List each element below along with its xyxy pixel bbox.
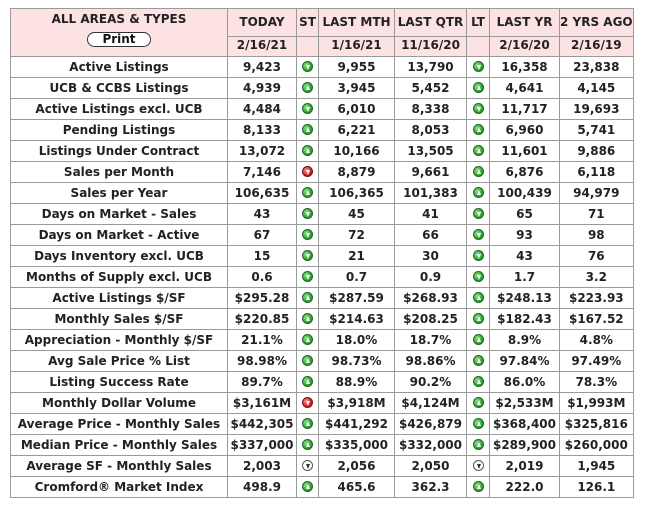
today-value: 9,423 [228,57,297,78]
trend-up-arrow-icon [473,82,484,93]
last-mth-value: 0.7 [319,267,395,288]
trend-down-arrow-icon [473,229,484,240]
row-label: Active Listings $/SF [11,288,228,309]
lt-trend-cell [467,414,490,435]
trend-up-arrow-icon [473,355,484,366]
last-qtr-value: $268.93 [395,288,467,309]
lt-trend-cell [467,57,490,78]
st-trend-cell [297,309,319,330]
last-qtr-value: 13,790 [395,57,467,78]
trend-down-arrow-icon [473,103,484,114]
last-qtr-value: 101,383 [395,183,467,204]
st-trend-cell [297,288,319,309]
last-qtr-value: 9,661 [395,162,467,183]
row-label: Avg Sale Price % List [11,351,228,372]
two-yrs-ago-value: 3.2 [560,267,634,288]
two-yrs-ago-value: 4.8% [560,330,634,351]
trend-up-arrow-icon [302,418,313,429]
two-yrs-ago-value: 97.49% [560,351,634,372]
trend-up-arrow-icon [302,124,313,135]
table-row [11,435,634,456]
trend-down-arrow-icon [473,208,484,219]
last-yr-value: $248.13 [490,288,560,309]
trend-up-arrow-icon [302,355,313,366]
st-trend-cell [297,267,319,288]
last-mth-value: 21 [319,246,395,267]
last-yr-value: $289,900 [490,435,560,456]
last-yr-value: 97.84% [490,351,560,372]
print-button[interactable]: Print [87,32,150,47]
st-trend-cell [297,162,319,183]
last-qtr-value: 30 [395,246,467,267]
table-row [11,162,634,183]
trend-up-arrow-icon [473,439,484,450]
last-mth-value: 8,879 [319,162,395,183]
two-yrs-ago-value: 71 [560,204,634,225]
table-row [11,78,634,99]
two-yrs-ago-value: 94,979 [560,183,634,204]
trend-up-arrow-icon [473,292,484,303]
last-yr-value: 4,641 [490,78,560,99]
last-qtr-value: $208.25 [395,309,467,330]
last-qtr-value: $426,879 [395,414,467,435]
lt-trend-cell [467,267,490,288]
lt-trend-cell [467,99,490,120]
date-last-yr: 2/16/20 [490,37,560,57]
today-value: 4,939 [228,78,297,99]
lt-trend-cell [467,162,490,183]
last-mth-value: $441,292 [319,414,395,435]
market-stats-table [10,8,634,498]
last-mth-value: 98.73% [319,351,395,372]
row-label: Average SF - Monthly Sales [11,456,228,477]
trend-down-arrow-icon [302,208,313,219]
last-qtr-value: $4,124M [395,393,467,414]
trend-down-arrow-icon [302,61,313,72]
lt-trend-cell [467,330,490,351]
today-value: 89.7% [228,372,297,393]
trend-down-arrow-icon [473,61,484,72]
trend-down-arrow-icon [302,460,313,471]
st-trend-cell [297,393,319,414]
last-qtr-value: 13,505 [395,141,467,162]
lt-trend-cell [467,183,490,204]
last-qtr-value: 8,053 [395,120,467,141]
row-label: Active Listings [11,57,228,78]
trend-up-arrow-icon [473,187,484,198]
last-yr-value: 6,960 [490,120,560,141]
last-mth-value: 106,365 [319,183,395,204]
last-mth-value: 9,955 [319,57,395,78]
row-label: Monthly Sales $/SF [11,309,228,330]
today-value: $295.28 [228,288,297,309]
last-yr-value: 16,358 [490,57,560,78]
last-yr-value: 1.7 [490,267,560,288]
last-mth-value: $3,918M [319,393,395,414]
lt-trend-cell [467,351,490,372]
col-header-last-yr: LAST YR [490,9,560,37]
col-header-2yrs-ago: 2 YRS AGO [560,9,634,37]
st-trend-cell [297,330,319,351]
last-mth-value: $214.63 [319,309,395,330]
last-qtr-value: 0.9 [395,267,467,288]
last-yr-value: 11,601 [490,141,560,162]
two-yrs-ago-value: 23,838 [560,57,634,78]
trend-down-arrow-icon [302,271,313,282]
st-trend-cell [297,204,319,225]
st-trend-cell [297,351,319,372]
st-trend-cell [297,99,319,120]
lt-trend-cell [467,393,490,414]
two-yrs-ago-value: 19,693 [560,99,634,120]
trend-up-arrow-icon [473,313,484,324]
st-trend-cell [297,435,319,456]
date-today: 2/16/21 [228,37,297,57]
st-trend-cell [297,183,319,204]
last-qtr-value: 90.2% [395,372,467,393]
table-row [11,267,634,288]
last-yr-value: 8.9% [490,330,560,351]
lt-trend-cell [467,78,490,99]
today-value: 98.98% [228,351,297,372]
col-header-lt: LT [467,9,490,37]
last-mth-value: 465.6 [319,477,395,498]
last-qtr-value: 66 [395,225,467,246]
last-qtr-value: 98.86% [395,351,467,372]
last-qtr-value: $332,000 [395,435,467,456]
today-value: 2,003 [228,456,297,477]
table-row [11,351,634,372]
table-row [11,99,634,120]
row-label: Days Inventory excl. UCB [11,246,228,267]
market-table-container [10,8,634,498]
trend-up-arrow-icon [302,376,313,387]
today-value: $220.85 [228,309,297,330]
last-mth-value: 45 [319,204,395,225]
two-yrs-ago-value: $1,993M [560,393,634,414]
st-trend-cell [297,78,319,99]
row-label: Cromford® Market Index [11,477,228,498]
row-label: Active Listings excl. UCB [11,99,228,120]
two-yrs-ago-value: 4,145 [560,78,634,99]
row-label: Average Price - Monthly Sales [11,414,228,435]
two-yrs-ago-value: 126.1 [560,477,634,498]
table-row [11,225,634,246]
last-qtr-value: 2,050 [395,456,467,477]
col-header-today: TODAY [228,9,297,37]
two-yrs-ago-value: 5,741 [560,120,634,141]
today-value: 67 [228,225,297,246]
st-trend-cell [297,456,319,477]
trend-up-arrow-icon [473,481,484,492]
today-value: 43 [228,204,297,225]
table-row [11,141,634,162]
trend-up-arrow-icon [302,439,313,450]
lt-trend-cell [467,225,490,246]
st-trend-cell [297,372,319,393]
today-value: 13,072 [228,141,297,162]
two-yrs-ago-value: 6,118 [560,162,634,183]
trend-up-arrow-icon [473,334,484,345]
st-trend-cell [297,225,319,246]
last-qtr-value: 41 [395,204,467,225]
lt-trend-cell [467,456,490,477]
today-value: 4,484 [228,99,297,120]
table-title-cell [11,9,228,57]
row-label: Months of Supply excl. UCB [11,267,228,288]
table-row [11,246,634,267]
row-label: Sales per Month [11,162,228,183]
st-trend-cell [297,477,319,498]
last-yr-value: 222.0 [490,477,560,498]
table-body [11,57,634,498]
today-value: 15 [228,246,297,267]
trend-up-arrow-icon [302,334,313,345]
trend-up-arrow-icon [473,166,484,177]
table-row [11,57,634,78]
row-label: Listing Success Rate [11,372,228,393]
table-row [11,330,634,351]
lt-trend-cell [467,204,490,225]
last-yr-value: 43 [490,246,560,267]
last-qtr-value: 18.7% [395,330,467,351]
last-yr-value: 93 [490,225,560,246]
two-yrs-ago-value: 76 [560,246,634,267]
two-yrs-ago-value: $167.52 [560,309,634,330]
last-mth-value: $335,000 [319,435,395,456]
row-label: Listings Under Contract [11,141,228,162]
trend-up-arrow-icon [473,124,484,135]
two-yrs-ago-value: 98 [560,225,634,246]
trend-down-arrow-icon [302,166,313,177]
lt-trend-cell [467,435,490,456]
st-trend-cell [297,57,319,78]
last-qtr-value: 5,452 [395,78,467,99]
last-yr-value: 100,439 [490,183,560,204]
lt-trend-cell [467,309,490,330]
last-mth-value: $287.59 [319,288,395,309]
st-trend-cell [297,246,319,267]
today-value: 21.1% [228,330,297,351]
trend-down-arrow-icon [473,460,484,471]
last-qtr-value: 362.3 [395,477,467,498]
trend-up-arrow-icon [302,187,313,198]
last-mth-value: 2,056 [319,456,395,477]
st-trend-cell [297,414,319,435]
trend-up-arrow-icon [473,397,484,408]
date-lt [467,37,490,57]
last-qtr-value: 8,338 [395,99,467,120]
today-value: 8,133 [228,120,297,141]
trend-up-arrow-icon [473,145,484,156]
trend-down-arrow-icon [473,250,484,261]
lt-trend-cell [467,372,490,393]
two-yrs-ago-value: $325,816 [560,414,634,435]
col-header-last-mth: LAST MTH [319,9,395,37]
trend-down-arrow-icon [302,229,313,240]
today-value: $3,161M [228,393,297,414]
lt-trend-cell [467,288,490,309]
table-row [11,309,634,330]
table-row [11,414,634,435]
two-yrs-ago-value: 9,886 [560,141,634,162]
last-yr-value: $368,400 [490,414,560,435]
st-trend-cell [297,141,319,162]
row-label: Appreciation - Monthly $/SF [11,330,228,351]
last-mth-value: 18.0% [319,330,395,351]
trend-down-arrow-icon [302,397,313,408]
date-2yrs-ago: 2/16/19 [560,37,634,57]
date-last-mth: 1/16/21 [319,37,395,57]
row-label: Sales per Year [11,183,228,204]
col-header-st: ST [297,9,319,37]
trend-up-arrow-icon [473,376,484,387]
col-header-last-qtr: LAST QTR [395,9,467,37]
last-yr-value: $182.43 [490,309,560,330]
last-yr-value: 11,717 [490,99,560,120]
trend-down-arrow-icon [302,250,313,261]
row-label: UCB & CCBS Listings [11,78,228,99]
trend-up-arrow-icon [473,418,484,429]
st-trend-cell [297,120,319,141]
trend-down-arrow-icon [302,103,313,114]
last-mth-value: 72 [319,225,395,246]
date-st [297,37,319,57]
lt-trend-cell [467,141,490,162]
lt-trend-cell [467,246,490,267]
row-label: Median Price - Monthly Sales [11,435,228,456]
today-value: 7,146 [228,162,297,183]
last-mth-value: 88.9% [319,372,395,393]
trend-down-arrow-icon [473,271,484,282]
table-row [11,288,634,309]
last-yr-value: 86.0% [490,372,560,393]
table-title: ALL AREAS & TYPES [51,12,187,26]
row-label: Days on Market - Active [11,225,228,246]
today-value: 106,635 [228,183,297,204]
last-mth-value: 10,166 [319,141,395,162]
table-row [11,477,634,498]
trend-up-arrow-icon [302,481,313,492]
trend-up-arrow-icon [302,145,313,156]
trend-up-arrow-icon [302,82,313,93]
today-value: 0.6 [228,267,297,288]
lt-trend-cell [467,120,490,141]
table-row [11,372,634,393]
last-mth-value: 6,010 [319,99,395,120]
last-yr-value: 65 [490,204,560,225]
row-label: Pending Listings [11,120,228,141]
row-label: Days on Market - Sales [11,204,228,225]
trend-up-arrow-icon [302,292,313,303]
last-mth-value: 3,945 [319,78,395,99]
today-value: $337,000 [228,435,297,456]
two-yrs-ago-value: $260,000 [560,435,634,456]
last-yr-value: 6,876 [490,162,560,183]
date-last-qtr: 11/16/20 [395,37,467,57]
two-yrs-ago-value: $223.93 [560,288,634,309]
trend-up-arrow-icon [302,313,313,324]
last-mth-value: 6,221 [319,120,395,141]
last-yr-value: $2,533M [490,393,560,414]
last-yr-value: 2,019 [490,456,560,477]
table-row [11,456,634,477]
today-value: 498.9 [228,477,297,498]
table-row [11,393,634,414]
table-row [11,120,634,141]
lt-trend-cell [467,477,490,498]
row-label: Monthly Dollar Volume [11,393,228,414]
today-value: $442,305 [228,414,297,435]
table-row [11,204,634,225]
two-yrs-ago-value: 78.3% [560,372,634,393]
table-row [11,183,634,204]
two-yrs-ago-value: 1,945 [560,456,634,477]
